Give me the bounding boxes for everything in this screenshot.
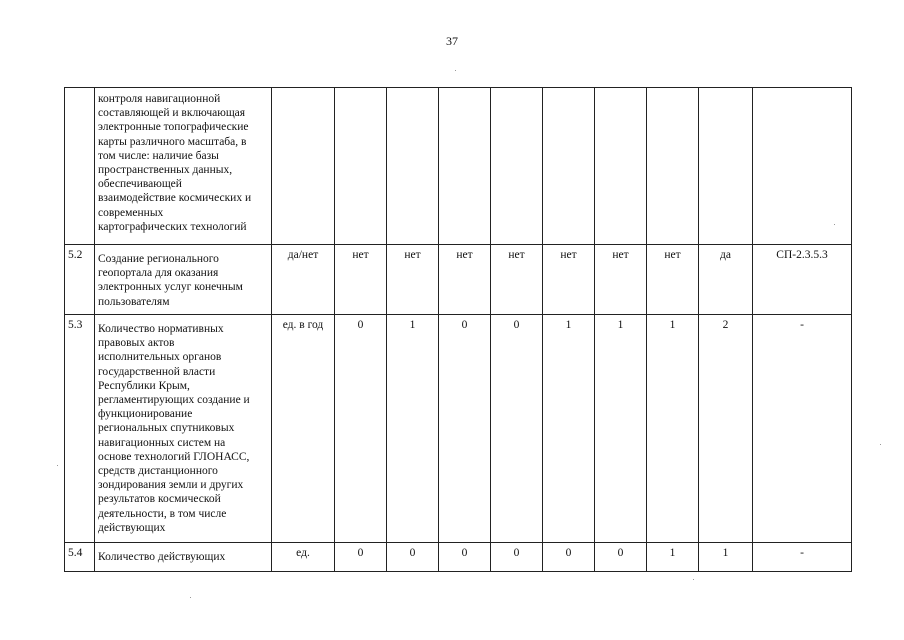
table-row: [65, 88, 852, 245]
value-cell: нет: [387, 245, 439, 315]
value-cell: [647, 88, 699, 245]
indicator-description-cell: [95, 543, 272, 572]
scan-speck: [455, 70, 456, 71]
description-line: государственной власти: [98, 365, 216, 378]
value-cell: 1: [387, 315, 439, 543]
description-line: взаимодействие космических и: [98, 192, 252, 205]
table-row: [65, 245, 852, 315]
value-cell: 0: [439, 315, 491, 543]
value-cell: нет: [647, 245, 699, 315]
description-line: пространственных данных,: [98, 164, 233, 177]
description-line: современных: [98, 206, 164, 219]
reference-cell: [753, 88, 852, 245]
unit-cell: ед.: [272, 543, 335, 572]
description-line: действующих: [98, 521, 166, 534]
description-line: том числе: наличие базы: [98, 149, 219, 162]
description-line: картографических технологий: [98, 220, 247, 233]
description-line: исполнительных органов: [98, 351, 222, 364]
description-line: Создание регионального: [98, 253, 219, 265]
value-cell: нет: [543, 245, 595, 315]
reference-cell: СП-2.3.5.3: [753, 245, 852, 315]
description-line: электронные топографические: [98, 121, 249, 134]
value-cell: [543, 88, 595, 245]
description-line: Республики Крым,: [98, 379, 190, 392]
value-cell: нет: [335, 245, 387, 315]
value-cell: нет: [491, 245, 543, 315]
value-cell: 0: [595, 543, 647, 572]
description-line: деятельности, в том числе: [98, 507, 227, 520]
indicator-description-cell: [95, 245, 272, 315]
row-number-cell: 5.4: [65, 543, 95, 572]
description-line: навигационных систем на: [98, 436, 226, 449]
value-cell: 1: [699, 543, 753, 572]
description-line: результатов космической: [98, 493, 221, 506]
description-line: основе технологий ГЛОНАСС,: [98, 450, 250, 463]
value-cell: [491, 88, 543, 245]
scan-speck: [834, 224, 835, 225]
unit-cell: ед. в год: [272, 315, 335, 543]
description-line: региональных спутниковых: [98, 422, 235, 435]
value-cell: [387, 88, 439, 245]
value-cell: 1: [647, 315, 699, 543]
unit-cell: [272, 88, 335, 245]
value-cell: [595, 88, 647, 245]
value-cell: 0: [543, 543, 595, 572]
description-line: пользователям: [98, 295, 170, 308]
row-number-cell: [65, 88, 95, 245]
value-cell: 1: [595, 315, 647, 543]
description-line: составляющей и включающая: [98, 107, 246, 120]
value-cell: да: [699, 245, 753, 315]
description-line: функционирование: [98, 408, 193, 421]
value-cell: 0: [387, 543, 439, 572]
table-row: [65, 315, 852, 543]
scan-speck: [880, 444, 881, 445]
description-line: правовых актов: [98, 337, 175, 350]
value-cell: нет: [439, 245, 491, 315]
value-cell: 0: [491, 543, 543, 572]
description-line: электронных услуг конечным: [98, 281, 243, 294]
description-line: Количество действующих: [98, 551, 226, 563]
value-cell: нет: [595, 245, 647, 315]
description-line: средств дистанционного: [98, 465, 218, 478]
scan-speck: [190, 597, 191, 598]
row-number-cell: 5.2: [65, 245, 95, 315]
row-number-cell: 5.3: [65, 315, 95, 543]
scan-speck: [693, 579, 694, 580]
value-cell: [335, 88, 387, 245]
value-cell: 2: [699, 315, 753, 543]
reference-cell: -: [753, 543, 852, 572]
value-cell: [699, 88, 753, 245]
table-body: [65, 88, 852, 572]
description-line: регламентирующих создание и: [98, 394, 250, 407]
value-cell: 0: [335, 315, 387, 543]
indicator-description-cell: [95, 315, 272, 543]
reference-cell: -: [753, 315, 852, 543]
description-line: геопортала для оказания: [98, 267, 219, 280]
description-line: Количество нормативных: [98, 323, 224, 335]
description-line: контроля навигационной: [98, 93, 221, 105]
value-cell: 0: [439, 543, 491, 572]
table-row: [65, 543, 852, 572]
description-line: обеспечивающей: [98, 178, 182, 191]
value-cell: 0: [335, 543, 387, 572]
description-line: зондирования земли и других: [98, 479, 244, 492]
description-line: карты различного масштаба, в: [98, 135, 247, 148]
indicators-table: [64, 87, 852, 572]
value-cell: 1: [543, 315, 595, 543]
value-cell: 1: [647, 543, 699, 572]
page-number: 37: [446, 34, 458, 48]
value-cell: 0: [491, 315, 543, 543]
scan-speck: [57, 465, 58, 466]
unit-cell: да/нет: [272, 245, 335, 315]
value-cell: [439, 88, 491, 245]
indicator-description-cell: [95, 88, 272, 245]
